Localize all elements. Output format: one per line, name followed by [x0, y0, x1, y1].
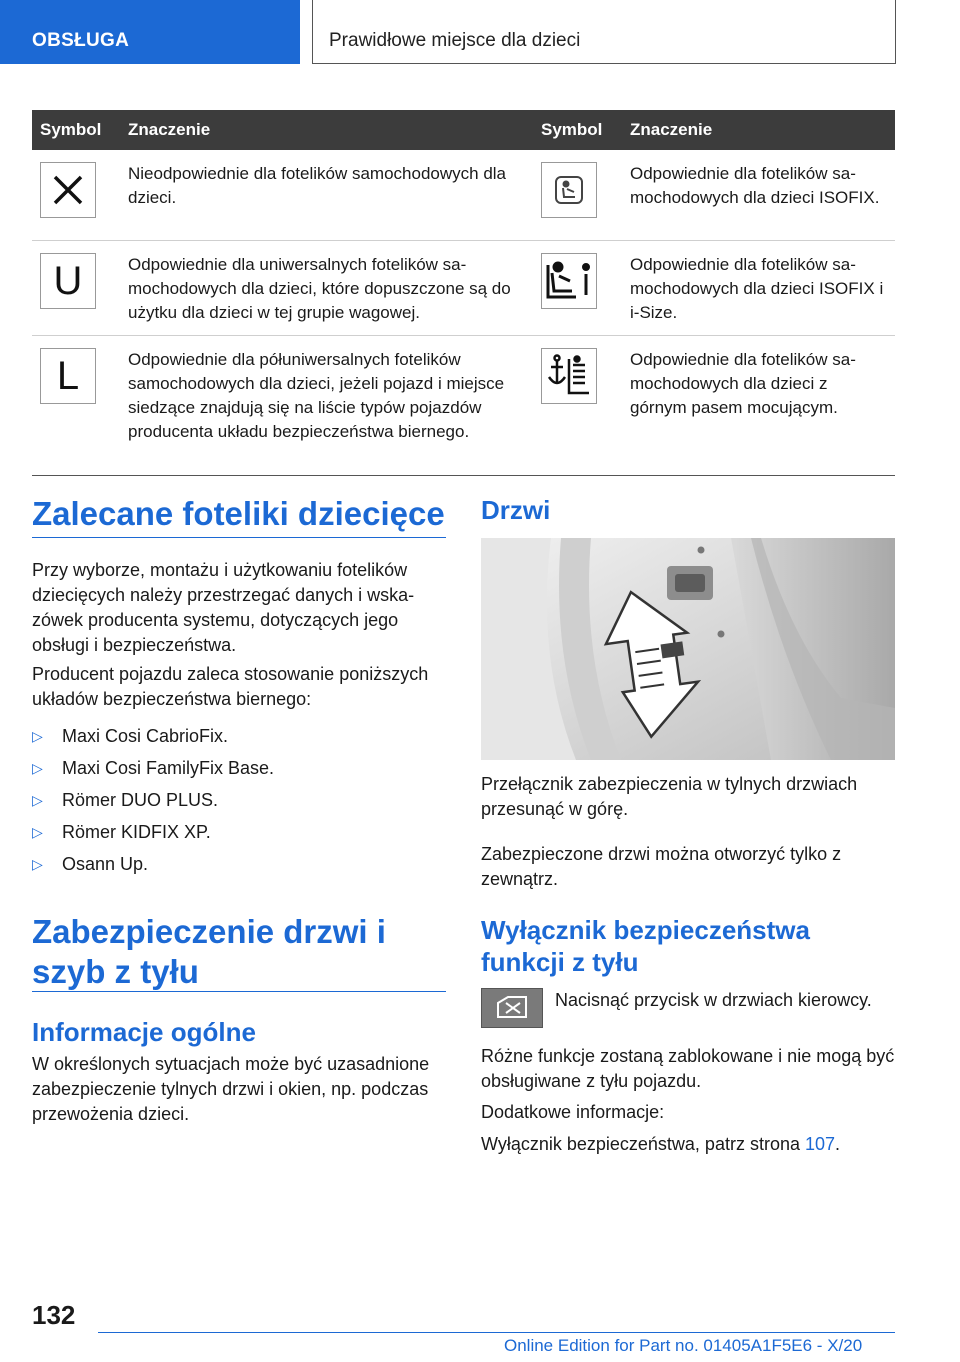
paragraph: Różne funkcje zostaną zablokowane i nie mogą być obsługiwane z tyłu pojazdu.: [481, 1046, 895, 1091]
recommended-seats-list: [32, 720, 274, 880]
paragraph: Dodatkowe informacje:: [481, 1102, 665, 1122]
symbol-table: [32, 110, 895, 476]
paragraph-cross-reference: [481, 1132, 895, 1157]
footer-edition: Online Edition for Part no. 01405A1F5E6 - X/20: [504, 1336, 863, 1355]
paragraph: W określonych sytuacjach może być uzasadnione zabezpieczenie tylnych drzwi i okien, np. podczas przewożenia dzieci.: [32, 1054, 430, 1124]
paragraph: Nacisnąć przycisk w drzwiach kierowcy.: [555, 990, 872, 1010]
triangle-bullet-icon: ▷: [32, 856, 43, 872]
table-cell-text: Odpowiednie dla fotelików samochodowych dla dzieci ISOFIX i i-Size.: [622, 240, 895, 335]
footer-divider: [98, 1332, 895, 1333]
table-cell-symbol: [533, 240, 622, 335]
window-lock-button-icon: [481, 988, 543, 1028]
table-header-meaning: Znaczenie: [622, 110, 895, 150]
table-row: [32, 335, 895, 475]
table-cell-text: Odpowiednie dla półuniwersalnych fotelików samochodowych dla dzieci, jeżeli pojazd i miejsce siedzące znajdują się na liście typów pojazdów producenta układu bezpieczeństwa biernego.: [120, 335, 533, 475]
table-header-symbol: Symbol: [533, 110, 622, 150]
list-item: [32, 848, 274, 880]
heading-safety-switch: Wyłącznik bezpieczeństwa funkcji z tyłu: [481, 915, 810, 977]
list-item-text: Osann Up.: [62, 854, 149, 874]
heading-doors: Drzwi: [481, 495, 551, 525]
cross-icon: [40, 162, 96, 218]
section-tab: [0, 0, 300, 64]
section-label: OBSŁUGA: [32, 30, 130, 51]
table-cell-symbol: [533, 150, 622, 240]
paragraph: Producent pojazdu zaleca stosowanie poniższych układów bezpieczeństwa biernego:: [32, 664, 429, 709]
cross-reference-text: Wyłącznik bezpieczeństwa, patrz strona: [481, 1134, 805, 1154]
heading-door-window-lock: Zabezpieczenie drzwi i szyb z tyłu: [32, 912, 446, 992]
table-header-row: [32, 110, 895, 150]
table-cell-symbol: [32, 335, 120, 475]
triangle-bullet-icon: ▷: [32, 824, 43, 840]
list-item: [32, 720, 274, 752]
list-item-text: Römer DUO PLUS.: [62, 790, 219, 810]
triangle-bullet-icon: ▷: [32, 728, 43, 744]
cross-reference-end: .: [835, 1134, 841, 1154]
heading-recommended-seats: Zalecane foteliki dziecięce: [32, 494, 446, 538]
door-child-lock-illustration: [481, 538, 895, 760]
letter-u-symbol: U: [40, 253, 96, 309]
table-cell-text: Odpowiednie dla fotelików samochodowych dla dzieci ISOFIX.: [622, 150, 895, 240]
letter-l-symbol: L: [40, 348, 96, 404]
list-item-text: Maxi Cosi FamilyFix Base.: [62, 758, 275, 778]
list-item: [32, 816, 274, 848]
triangle-bullet-icon: ▷: [32, 760, 43, 776]
child-seat-top-tether-icon: [541, 348, 597, 404]
table-row: [32, 240, 895, 335]
child-seat-isofix-isize-icon: [541, 253, 597, 309]
page-header-title: Prawidłowe miejsce dla dzieci: [329, 30, 581, 51]
paragraph: Zabezpieczone drzwi można otworzyć tylko z zewnątrz.: [481, 844, 842, 889]
list-item: [32, 784, 274, 816]
table-cell-text: Nieodpowiednie dla fotelików samochodowych dla dzieci.: [120, 150, 533, 240]
table-cell-symbol: [32, 240, 120, 335]
paragraph: Przy wyborze, montażu i użytkowaniu fotelików dziecięcych należy przestrzegać danych i wskazówek producenta systemu, dotyczących jego obsługi i bezpieczeństwa.: [32, 560, 415, 655]
table-cell-symbol: [32, 150, 120, 240]
page-header: [312, 0, 896, 64]
page-link[interactable]: 107: [804, 1134, 836, 1154]
table-cell-text: Odpowiednie dla fotelików samochodowych dla dzieci z górnym pasem mocującym.: [622, 335, 895, 475]
paragraph: Przełącznik zabezpieczenia w tylnych drzwiach przesunąć w górę.: [481, 774, 858, 819]
heading-general-info: Informacje ogólne: [32, 1017, 256, 1047]
page-number: 132: [32, 1300, 76, 1330]
table-header-symbol: Symbol: [32, 110, 120, 150]
triangle-bullet-icon: ▷: [32, 792, 43, 808]
table-cell-symbol: [533, 335, 622, 475]
table-header-meaning: Znaczenie: [120, 110, 533, 150]
table-cell-text: Odpowiednie dla uniwersalnych fotelików samochodowych dla dzieci, które dopuszczone są do użytku dla dzieci w tej grupie wagowej.: [120, 240, 533, 335]
list-item-text: Maxi Cosi CabrioFix.: [62, 726, 229, 746]
child-seat-isofix-icon: [541, 162, 597, 218]
list-item: [32, 752, 274, 784]
table-row: [32, 150, 895, 240]
list-item-text: Römer KIDFIX XP.: [62, 822, 211, 842]
